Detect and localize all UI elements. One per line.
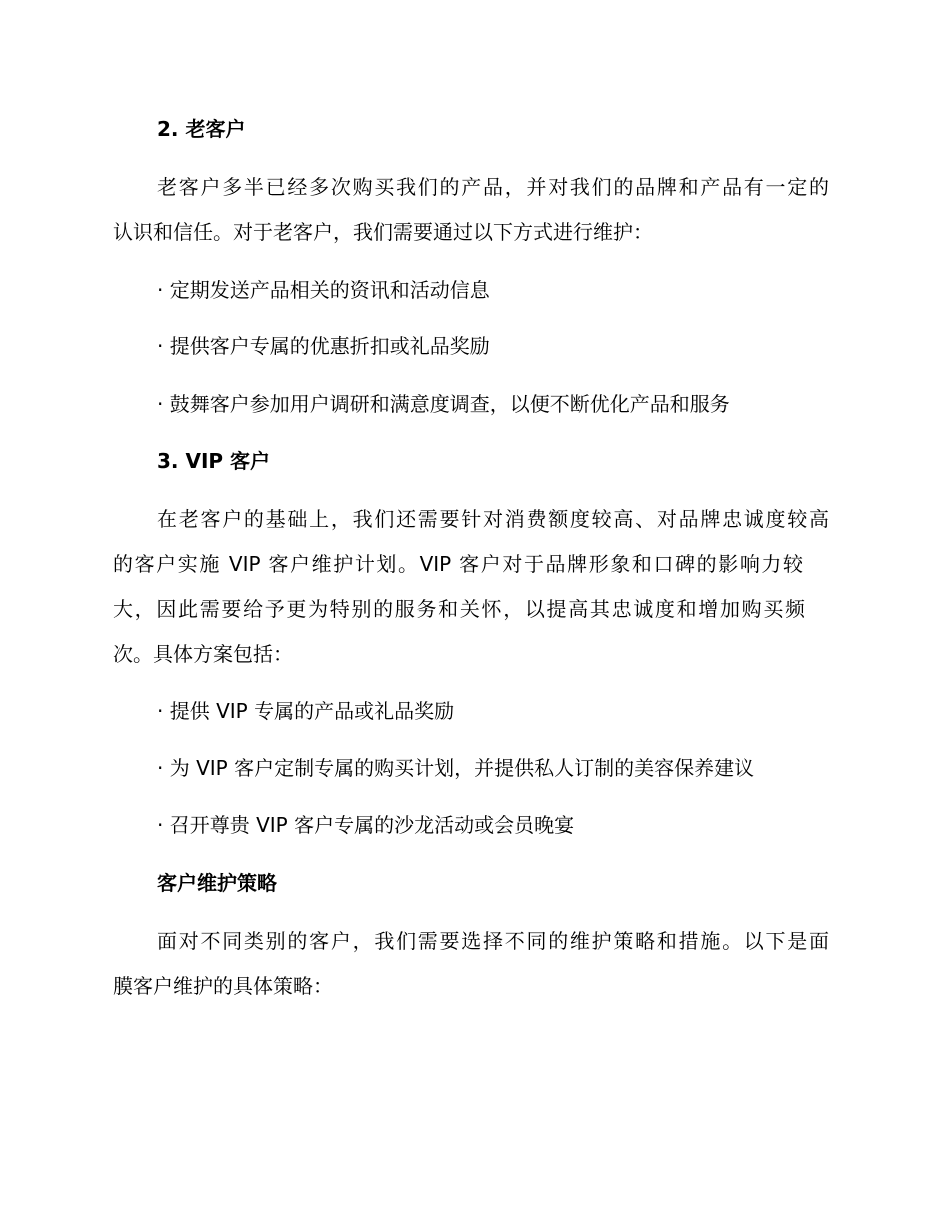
paragraph-line: 膜客户维护的具体策略： [113,974,333,998]
bullet-item: · 为 VIP 客户定制专属的购买计划，并提供私人订制的美容保养建议 [157,756,755,780]
section-heading-vip-customer: 3. VIP 客户 [157,449,271,473]
section-heading-strategy: 客户维护策略 [157,871,277,895]
bullet-item: · 提供客户专属的优惠折扣或礼品奖励 [157,334,490,358]
paragraph-line: 在老客户的基础上，我们还需要针对消费额度较高、对品牌忠诚度较高 [157,507,829,531]
paragraph-line: 大，因此需要给予更为特别的服务和关怀，以提高其忠诚度和增加购买频 [113,597,805,621]
bullet-item: · 提供 VIP 专属的产品或礼品奖励 [157,699,455,723]
paragraph-line: 面对不同类别的客户，我们需要选择不同的维护策略和措施。以下是面 [157,929,829,953]
bullet-item: · 定期发送产品相关的资讯和活动信息 [157,278,490,302]
bullet-item: · 鼓舞客户参加用户调研和满意度调查，以便不断优化产品和服务 [157,392,730,416]
bullet-item: · 召开尊贵 VIP 客户专属的沙龙活动或会员晚宴 [157,813,575,837]
paragraph-line: 老客户多半已经多次购买我们的产品，并对我们的品牌和产品有一定的 [157,175,829,199]
paragraph-line: 的客户实施 VIP 客户维护计划。VIP 客户对于品牌形象和口碑的影响力较 [113,552,803,576]
paragraph-line: 认识和信任。对于老客户，我们需要通过以下方式进行维护： [113,220,653,244]
paragraph-line: 次。具体方案包括： [113,642,293,666]
section-heading-old-customer: 2. 老客户 [157,117,246,141]
